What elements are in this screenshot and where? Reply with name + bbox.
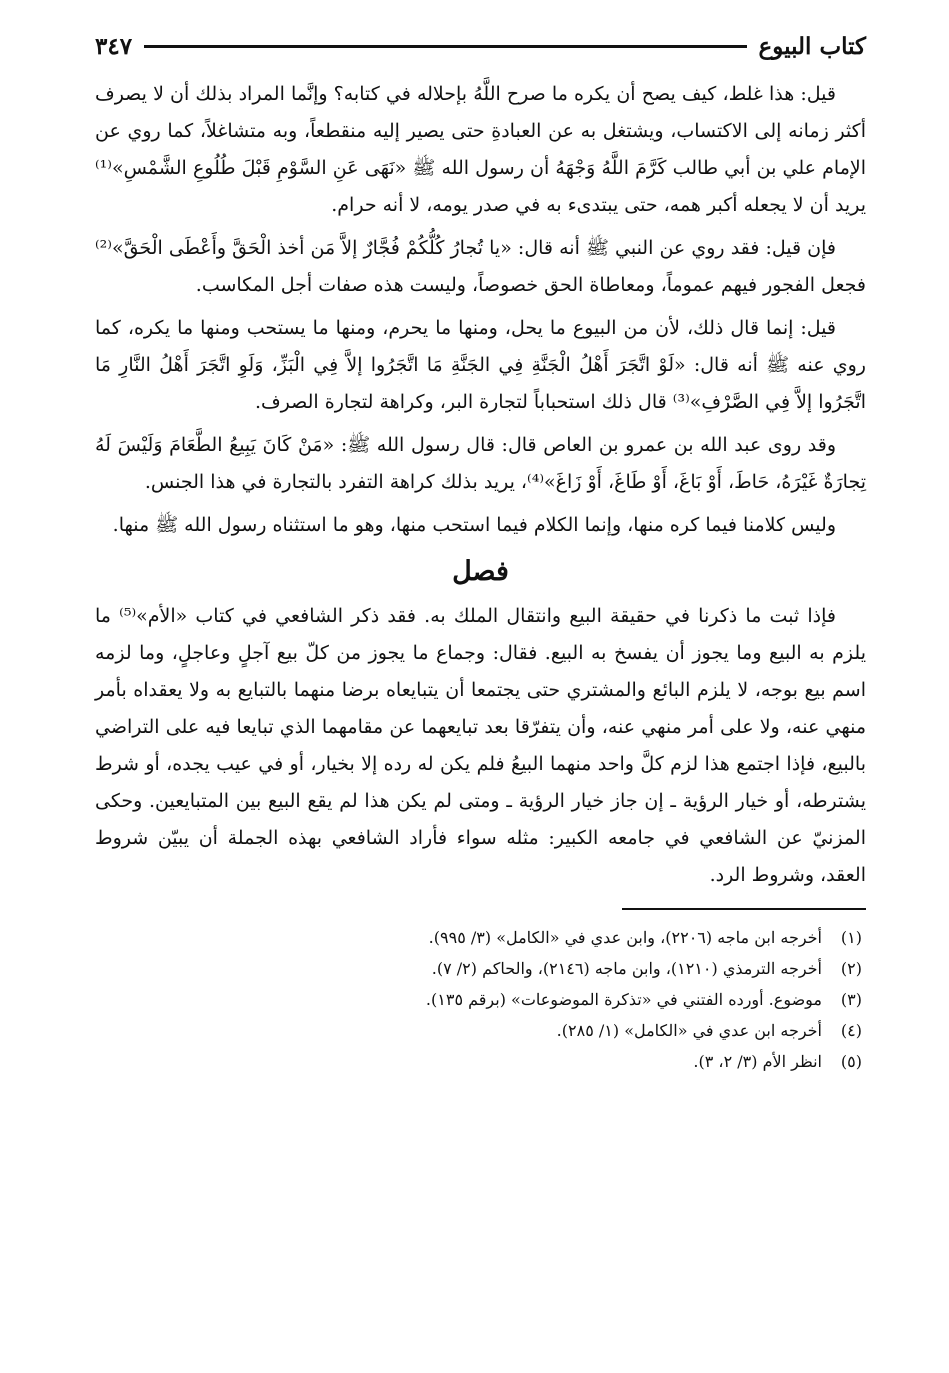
section-heading: فصل xyxy=(452,556,509,587)
footnote-number: (٤) xyxy=(840,1021,862,1040)
paragraph-2: فإن قيل: فقد روي عن النبي ﷺ أنه قال: «يا تُجارُ كُلُّكُمْ فُجَّارٌ إلاَّ مَن أخذ الْحَقَّ وأَعْطَى الْحَقَّ»⁽²⁾ فجعل الفجور فيهم عموماً، ومعاطاة الحق خصوصاً، وليست هذه صفات أجل المكاسب. xyxy=(95,237,866,296)
section-paragraph: فإذا ثبت ما ذكرنا في حقيقة البيع وانتقال الملك به. فقد ذكر الشافعي في كتاب «الأم»⁽⁵⁾ ما يلزم به البيع وما يجوز أن يفسخ به البيع. فقال: وجماع ما يجوز من كلّ بيع آجلٍ وعاجلٍ، وما لزمه اسم بيع بوجه، لا يلزم البائع والمشتري حتى يجتمعا أن يتبايعاه برضا منهما بالتبايع به ولا يعقداه بأمر منهي عنه، ولا على أمر منهي عنه، وأن يتفرّقا بعد تبايعهما عن مقامهما الذي تبايعا فيه على التراضي بالبيع، فإذا اجتمع هذا لزم كلَّ واحد منهما البيعُ فلم يكن له رده إلا بخيار، أو في عيب يجده، أو شرط يشترطه، أو خيار الرؤية ـ إن جاز خيار الرؤية ـ ومتى لم يكن هذا لم يقع البيع بين المتبايعين. وحكى المزنيّ عن الشافعي في جامعه الكبير: مثله سواء فأراد الشافعي بهذه الجملة أن يبيّن شروط العقد، وشروط الرد. xyxy=(95,605,866,886)
footnote-number: (٥) xyxy=(840,1052,862,1071)
paragraph-3: قيل: إنما قال ذلك، لأن من البيوع ما يحل، ومنها ما يحرم، ومنها ما يستحب ومنها ما يكره، كما روي عنه ﷺ أنه قال: «لَوْ اتَّجَرَ أَهْلُ الْجَنَّةِ فِي الجَنَّةِ مَا اتَّجَرُوا إلاَّ فِي الْبَزِّ، وَلَوِ اتَّجَرَ أَهْلُ النَّارِ مَا اتَّجَرُوا إلاَّ فِي الصَّرْفِ»⁽³⁾ قال ذلك استحباباً لتجارة البر، وكراهة لتجارة الصرف. xyxy=(95,317,866,413)
paragraph-1: قيل: هذا غلط، كيف يصح أن يكره ما صرح اللَّهُ بإحلاله في كتابه؟ وإنَّما المراد بذلك أن لا يصرف أكثر زمانه إلى الاكتساب، ويشتغل به عن العبادةِ حتى يصير إليه منقطعاً، وبه متشاغلاً، كما روي عن الإمام علي بن أبي طالب كَرَّمَ اللَّهُ وَجْهَهُ أن رسول الله ﷺ «نَهَى عَنِ السَّوْمِ قَبْلَ طُلُوعِ الشَّمْسِ»⁽¹⁾ يريد أن لا يجعله أكبر همه، حتى يبتدىء به في صدر يومه، لا أنه حرام. xyxy=(95,83,866,216)
footnote-item xyxy=(95,984,862,1015)
paragraph-5: وليس كلامنا فيما كره منها، وإنما الكلام فيما استحب منها، وهو ما استثناه رسول الله ﷺ منها. xyxy=(112,514,836,536)
footnote-item xyxy=(95,1046,862,1077)
footnote-item xyxy=(95,1015,862,1046)
paragraph-4: وقد روى عبد الله بن عمرو بن العاص قال: قال رسول الله ﷺ: «مَنْ كَانَ يَبِيعُ الطَّعَامَ وَلَيْسَ لَهُ تِجارَةٌ غَيْرَهُ، حَاطَ، أَوْ بَاغَ، أَوْ طَاغَ، أَوْ زَاغَ»⁽⁴⁾، يريد بذلك كراهة التفرد بالتجارة في هذا الجنس. xyxy=(95,434,866,493)
running-header xyxy=(95,28,866,64)
footnote-item xyxy=(95,922,862,953)
footnote-number: (١) xyxy=(840,928,862,947)
footnote-text: أخرجه ابن عدي في «الكامل» (١/ ٢٨٥). xyxy=(556,1021,822,1040)
footnote-text: أخرجه الترمذي (١٢١٠)، وابن ماجه (٢١٤٦)، والحاكم (٢/ ٧). xyxy=(431,959,822,978)
footnote-item xyxy=(95,953,862,984)
book-page xyxy=(95,28,866,1343)
footnote-text: أخرجه ابن ماجه (٢٢٠٦)، وابن عدي في «الكامل» (٣/ ٩٩٥). xyxy=(428,928,822,947)
header-rule xyxy=(144,45,746,48)
main-text xyxy=(95,76,866,894)
footnotes-list xyxy=(95,922,866,1077)
page-number: ٣٤٧ xyxy=(95,32,133,60)
footnote-number: (٢) xyxy=(840,959,862,978)
footnote-text: انظر الأم (٣/ ٢، ٣). xyxy=(693,1052,822,1071)
footnote-number: (٣) xyxy=(840,990,862,1009)
footnote-text: موضوع. أورده الفتني في «تذكرة الموضوعات» (برقم ١٣٥). xyxy=(425,990,822,1009)
chapter-title: كتاب البيوع xyxy=(758,32,866,60)
footnote-divider xyxy=(622,908,866,910)
